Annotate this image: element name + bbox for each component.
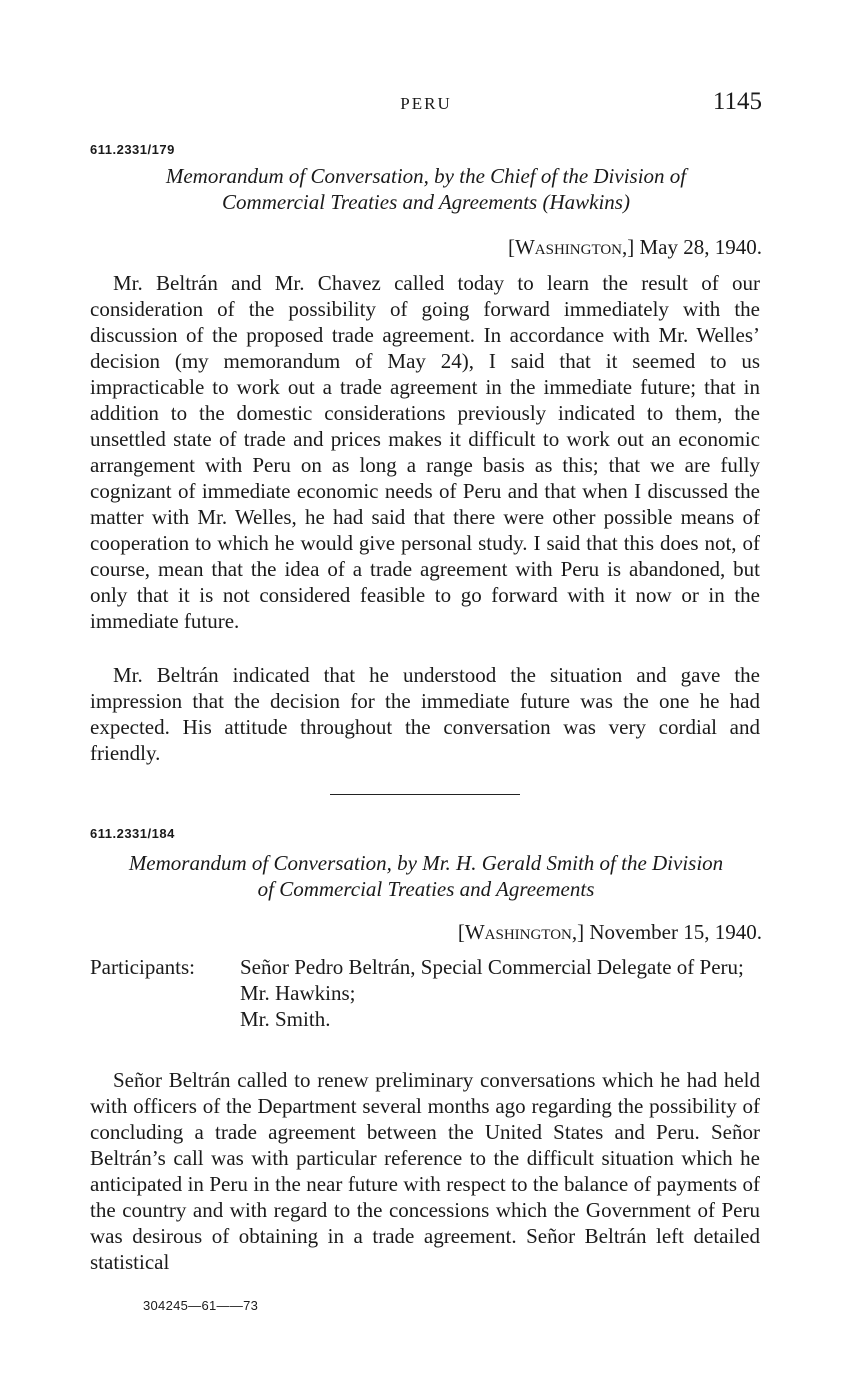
page-number: 1145 [712, 88, 762, 115]
participant-item: Mr. Hawkins; [240, 981, 356, 1005]
participant-item: Señor Pedro Beltrán, Special Commercial Delegate of Peru; [240, 955, 744, 979]
memo1-file-number: 611.2331/179 [90, 142, 175, 157]
memo2-paragraph-1: Señor Beltrán called to renew preliminary conversations which he had held with officers of the Department several months ago regarding the possibility of concluding a trade agreement between the United States and Peru. Señor Beltrán’s call was with particular reference to the difficult situation which he anticipated in Peru in the near future with respect to the balance of payments of the country and with regard to the concessions which the Government of Peru was desirous of obtaining in a trade agreement. Señor Beltrán left detailed statistical [90, 1068, 760, 1274]
memo1-title-line2: Commercial Treaties and Agreements (Hawkins) [222, 190, 630, 214]
memo1-date: May 28, 1940. [639, 235, 762, 259]
participants-list [240, 954, 762, 1032]
memo1-title [90, 163, 762, 215]
section-divider [330, 794, 520, 795]
memo1-place: [Washington,] [507, 235, 635, 259]
memo1-dateline [90, 234, 762, 260]
memo2-dateline [90, 919, 762, 945]
participants-label: Participants: [90, 955, 195, 979]
participant-item: Mr. Smith. [240, 1007, 331, 1031]
memo2-date: November 15, 1940. [589, 920, 762, 944]
footer-code: 304245—61——73 [143, 1298, 259, 1313]
memo2-title-line2: of Commercial Treaties and Agreements [257, 877, 595, 901]
memo2-title-line1: Memorandum of Conversation, by Mr. H. Gerald Smith of the Division [128, 851, 724, 875]
memo1-title-line1: Memorandum of Conversation, by the Chief of the Division of [165, 164, 687, 188]
memo2-file-number: 611.2331/184 [90, 826, 175, 841]
running-title: PERU [400, 94, 452, 113]
running-head [90, 88, 762, 122]
memo2-place: [Washington,] [457, 920, 585, 944]
memo2-title [90, 850, 762, 902]
memo1-paragraph-2: Mr. Beltrán indicated that he understood the situation and gave the impression that the decision for the immediate future was the one he had expected. His attitude throughout the conversation was very cordial and friendly. [90, 663, 760, 765]
memo1-paragraph-1: Mr. Beltrán and Mr. Chavez called today to learn the result of our consideration of the possibility of going forward immediately with the discussion of the proposed trade agreement. In accordance with Mr. Welles’ decision (my memorandum of May 24), I said that it seemed to us impracticable to work out a trade agreement in the immediate future; that in addition to the domestic considerations previously indicated to them, the unsettled state of trade and prices makes it difficult to work out an economic arrangement with Peru on as long a range basis as this; that we are fully cognizant of immediate economic needs of Peru and that when I discussed the matter with Mr. Welles, he had said that there were other possible means of cooperation to which he would give personal study. I said that this does not, of course, mean that the idea of a trade agreement with Peru is abandoned, but only that it is not considered feasible to go forward with it now or in the immediate future. [90, 271, 760, 633]
